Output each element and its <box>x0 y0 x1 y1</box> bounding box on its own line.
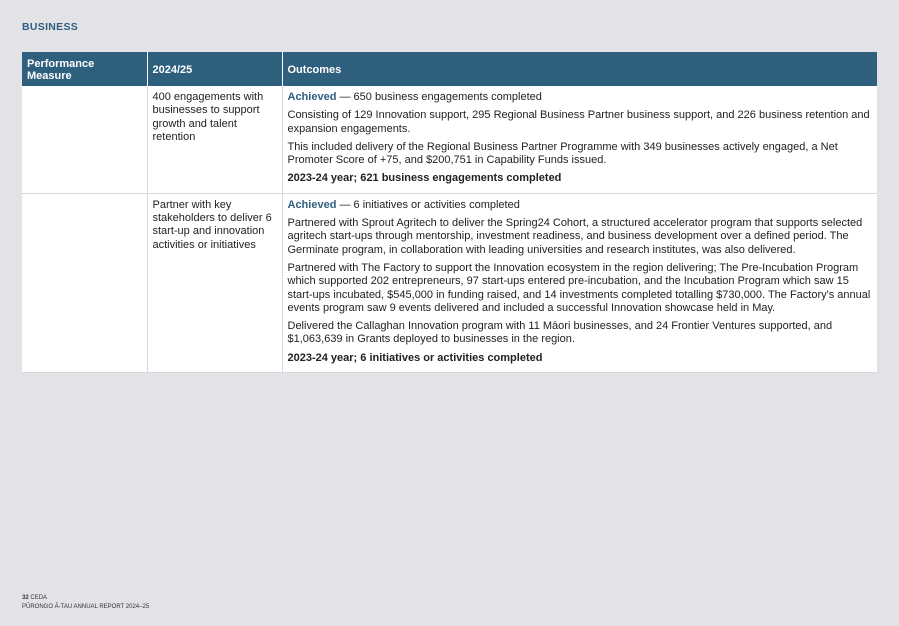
footer-page-line <box>22 594 149 603</box>
status-line <box>288 199 874 212</box>
table-row <box>22 86 877 193</box>
outcome-paragraph: Consisting of 129 Innovation support, 295 Regional Business Partner business support, and 226 business retention and expansion engagements. <box>287 109 870 135</box>
outcomes-cell <box>282 86 877 193</box>
header-performance-measure: Performance Measure <box>22 52 147 86</box>
outcome-paragraph: Partnered with The Factory to support the Innovation ecosystem in the region delivering; The Pre-Incubation Program which supported 202 entrepreneurs, 97 start-ups entered pre-incubation, and the Incubation Program which saw 15 start-ups incubated, $545,000 in funding raised, and 14 investments completed totalling $730,000. The Factory's annual events program saw 9 events delivered and included a successful Innovation showcase held in May. <box>287 261 871 314</box>
header-year: 2024/25 <box>147 52 282 86</box>
prior-year-result: 2023-24 year; 621 business engagements completed <box>287 172 562 185</box>
table-header-row <box>22 52 877 86</box>
target-cell: 400 engagements with businesses to support growth and talent retention <box>147 86 282 193</box>
outcome-paragraph: Partnered with Sprout Agritech to deliver the Spring24 Cohort, a structured accelerator program that supports selected agritech start-ups through mentorship, investment readiness, and business development over a defined period. The Germinate program, in collaboration with leading universities and research institutes, was also delivered. <box>287 217 863 256</box>
outcome-paragraph: Delivered the Callaghan Innovation program with 11 Māori businesses, and 24 Frontier Ventures supported, and $1,063,639 in Grants deployed to businesses in the region. <box>287 320 833 346</box>
section-title: BUSINESS <box>22 21 79 33</box>
measure-cell <box>22 193 147 372</box>
page-number: 32 <box>22 595 29 601</box>
prior-year-result: 2023-24 year; 6 initiatives or activities completed <box>287 351 543 364</box>
footer-report-title: PŪRONGO Ā-TAU ANNUAL REPORT 2024–25 <box>22 604 150 610</box>
target-cell: Partner with key stakeholders to deliver 6 start-up and innovation activities or initiatives <box>147 193 282 372</box>
performance-table <box>22 52 877 373</box>
page-footer <box>22 594 149 612</box>
status-badge: Achieved <box>287 198 337 211</box>
footer-org: CEDA <box>30 595 48 601</box>
outcomes-cell <box>282 193 877 372</box>
status-detail: — 6 initiatives or activities completed <box>336 198 520 211</box>
status-detail: — 650 business engagements completed <box>336 91 542 103</box>
outcome-paragraph: This included delivery of the Regional Business Partner Programme with 349 businesses actively engaged, a Net Promoter Score of +75, and $200,751 in Capability Funds issued. <box>287 140 838 167</box>
status-badge: Achieved <box>287 91 337 103</box>
header-outcomes: Outcomes <box>282 52 877 86</box>
measure-cell <box>22 86 147 193</box>
status-line <box>288 91 874 104</box>
table-row <box>22 193 877 372</box>
